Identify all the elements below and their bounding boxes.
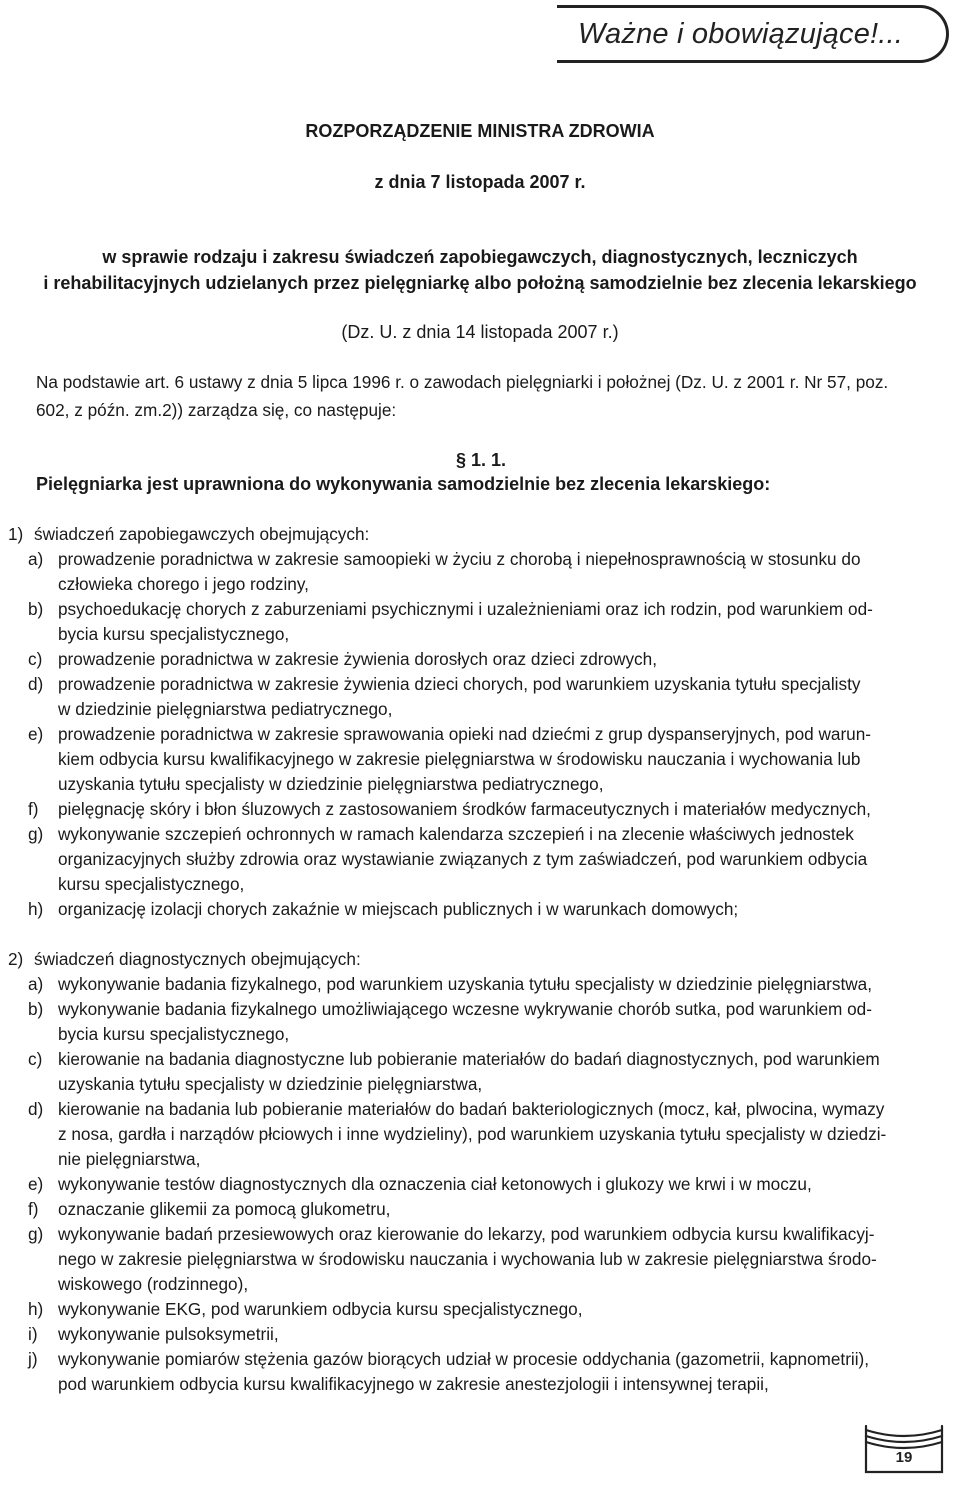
list-item-line: wykonywanie badania fizykalnego, pod warunkiem uzyskania tytułu specjalisty w dziedzinie pielęgniarstwa, — [58, 974, 872, 994]
list-item-line: prowadzenie poradnictwa w zakresie sprawowania opieki nad dziećmi z grup dyspanseryjnych, pod warun- — [58, 724, 872, 744]
document-title: ROZPORZĄDZENIE MINISTRA ZDROWIA — [305, 121, 655, 141]
list-item-label: e) — [28, 724, 44, 744]
list-item-label: e) — [28, 1174, 44, 1194]
list-item-label: i) — [28, 1324, 38, 1344]
list-item-label: g) — [28, 1224, 44, 1244]
list-item-label: b) — [28, 599, 44, 619]
list-1-heading: świadczeń zapobiegawczych obejmujących: — [34, 524, 370, 544]
list-item-line: psychoedukację chorych z zaburzeniami psychicznymi i uzależnieniami oraz ich rodzin, pod warunkiem od- — [58, 599, 873, 619]
list-item-line: uzyskania tytułu specjalisty w dziedzinie pielęgniarstwa pediatrycznego, — [58, 774, 604, 794]
list-item-line: wykonywanie szczepień ochronnych w ramach kalendarza szczepień i na zlecenie właściwych jednostek — [58, 824, 854, 844]
list-item-label: j) — [28, 1349, 38, 1369]
list-1-number: 1) — [8, 524, 24, 544]
list-item-line: wykonywanie pomiarów stężenia gazów biorących udział w procesie oddychania (gazometrii, kapnometrii), — [58, 1349, 870, 1369]
list-item-line: uzyskania tytułu specjalisty w dziedzinie pielęgniarstwa, — [58, 1074, 483, 1094]
list-item-label: h) — [28, 1299, 44, 1319]
list-item-line: wykonywanie badań przesiewowych oraz kierowanie do lekarzy, pod warunkiem odbycia kursu kwalifikacyj- — [58, 1224, 875, 1244]
section-lead: Pielęgniarka jest uprawniona do wykonywania samodzielnie bez zlecenia lekarskiego: — [36, 474, 771, 494]
list-item-line: pod warunkiem odbycia kursu kwalifikacyjnego w zakresie anestezjologii i intensywnej terapii, — [58, 1374, 769, 1394]
journal-reference: (Dz. U. z dnia 14 listopada 2007 r.) — [341, 322, 619, 342]
list-item-label: a) — [28, 549, 44, 569]
list-item-line: prowadzenie poradnictwa w zakresie samoopieki w życiu z chorobą i niepełnosprawnością w stosunku do — [58, 549, 861, 569]
list-item-line: z nosa, gardła i narządów płciowych i inne wydzieliny), pod warunkiem uzyskania tytułu specjalisty w dziedzi- — [58, 1124, 887, 1144]
header-title: Ważne i obowiązujące!... — [578, 18, 904, 50]
list-item-line: prowadzenie poradnictwa w zakresie żywienia dzieci chorych, pod warunkiem uzyskania tytułu specjalisty — [58, 674, 861, 694]
list-item-line: kierowanie na badania lub pobieranie materiałów do badań bakteriologicznych (mocz, kał, plwocina, wymazy — [58, 1099, 885, 1119]
list-item-line: kierowanie na badania diagnostyczne lub pobieranie materiałów do badań diagnostycznych, pod warunkiem — [58, 1049, 880, 1069]
list-item-label: c) — [28, 1049, 43, 1069]
list-item-label: d) — [28, 674, 44, 694]
list-item-line: bycia kursu specjalistycznego, — [58, 624, 290, 644]
list-item-line: w dziedzinie pielęgniarstwa pediatrycznego, — [58, 699, 393, 719]
list-item-line: wiskowego (rodzinnego), — [58, 1274, 249, 1294]
list-item-line: wykonywanie badania fizykalnego umożliwiającego wczesne wykrywanie chorób sutka, pod warunkiem od- — [58, 999, 872, 1019]
list-item-line: pielęgnację skóry i błon śluzowych z zastosowaniem środków farmaceutycznych i materiałów medycznych, — [58, 799, 871, 819]
list-item-line: wykonywanie EKG, pod warunkiem odbycia kursu specjalistycznego, — [58, 1299, 583, 1319]
list-item-line: oznaczanie glikemii za pomocą glukometru, — [58, 1199, 391, 1219]
page-number: 19 — [895, 1449, 913, 1466]
legal-basis-line-1: Na podstawie art. 6 ustawy z dnia 5 lipca 1996 r. o zawodach pielęgniarki i położnej (Dz. U. z 2001 r. Nr 57, poz. — [36, 372, 889, 392]
list-item-line: wykonywanie pulsoksymetrii, — [58, 1324, 279, 1344]
list-item-label: f) — [28, 1199, 39, 1219]
list-item-label: a) — [28, 974, 44, 994]
list-item-label: h) — [28, 899, 44, 919]
list-item-line: człowieka chorego i jego rodziny, — [58, 574, 309, 594]
list-item-label: c) — [28, 649, 43, 669]
list-item-line: bycia kursu specjalistycznego, — [58, 1024, 290, 1044]
list-2-heading: świadczeń diagnostycznych obejmujących: — [34, 949, 361, 969]
legal-basis-line-2: 602, z późn. zm.2)) zarządza się, co następuje: — [36, 400, 397, 420]
list-item-line: organizację izolacji chorych zakaźnie w miejscach publicznych i w warunkach domowych; — [58, 899, 739, 919]
list-item-label: b) — [28, 999, 44, 1019]
document-subject-line-1: w sprawie rodzaju i zakresu świadczeń zapobiegawczych, diagnostycznych, leczniczych — [102, 247, 858, 267]
list-item-line: kiem odbycia kursu kwalifikacyjnego w zakresie pielęgniarstwa w środowisku nauczania i wychowania lub — [58, 749, 861, 769]
list-item-label: d) — [28, 1099, 44, 1119]
list-item-line: organizacyjnych służby zdrowia oraz wystawianie związanych z tym zaświadczeń, pod warunkiem odbycia — [58, 849, 868, 869]
document-date: z dnia 7 listopada 2007 r. — [374, 172, 586, 192]
list-item-label: g) — [28, 824, 44, 844]
list-item-line: nego w zakresie pielęgniarstwa w środowisku nauczania i wychowania lub w zakresie pielęgniarstwa środo- — [58, 1249, 877, 1269]
document-subject-line-2: i rehabilitacyjnych udzielanych przez pielęgniarkę albo położną samodzielnie bez zlecenia lekarskiego — [43, 273, 917, 293]
list-item-line: prowadzenie poradnictwa w zakresie żywienia dorosłych oraz dzieci zdrowych, — [58, 649, 657, 669]
section-marker: § 1. 1. — [456, 450, 507, 470]
list-item-line: kursu specjalistycznego, — [58, 874, 245, 894]
list-item-line: nie pielęgniarstwa, — [58, 1149, 201, 1169]
list-item-line: wykonywanie testów diagnostycznych dla oznaczenia ciał ketonowych i glukozy we krwi i w moczu, — [58, 1174, 812, 1194]
list-item-label: f) — [28, 799, 39, 819]
list-2-number: 2) — [8, 949, 24, 969]
